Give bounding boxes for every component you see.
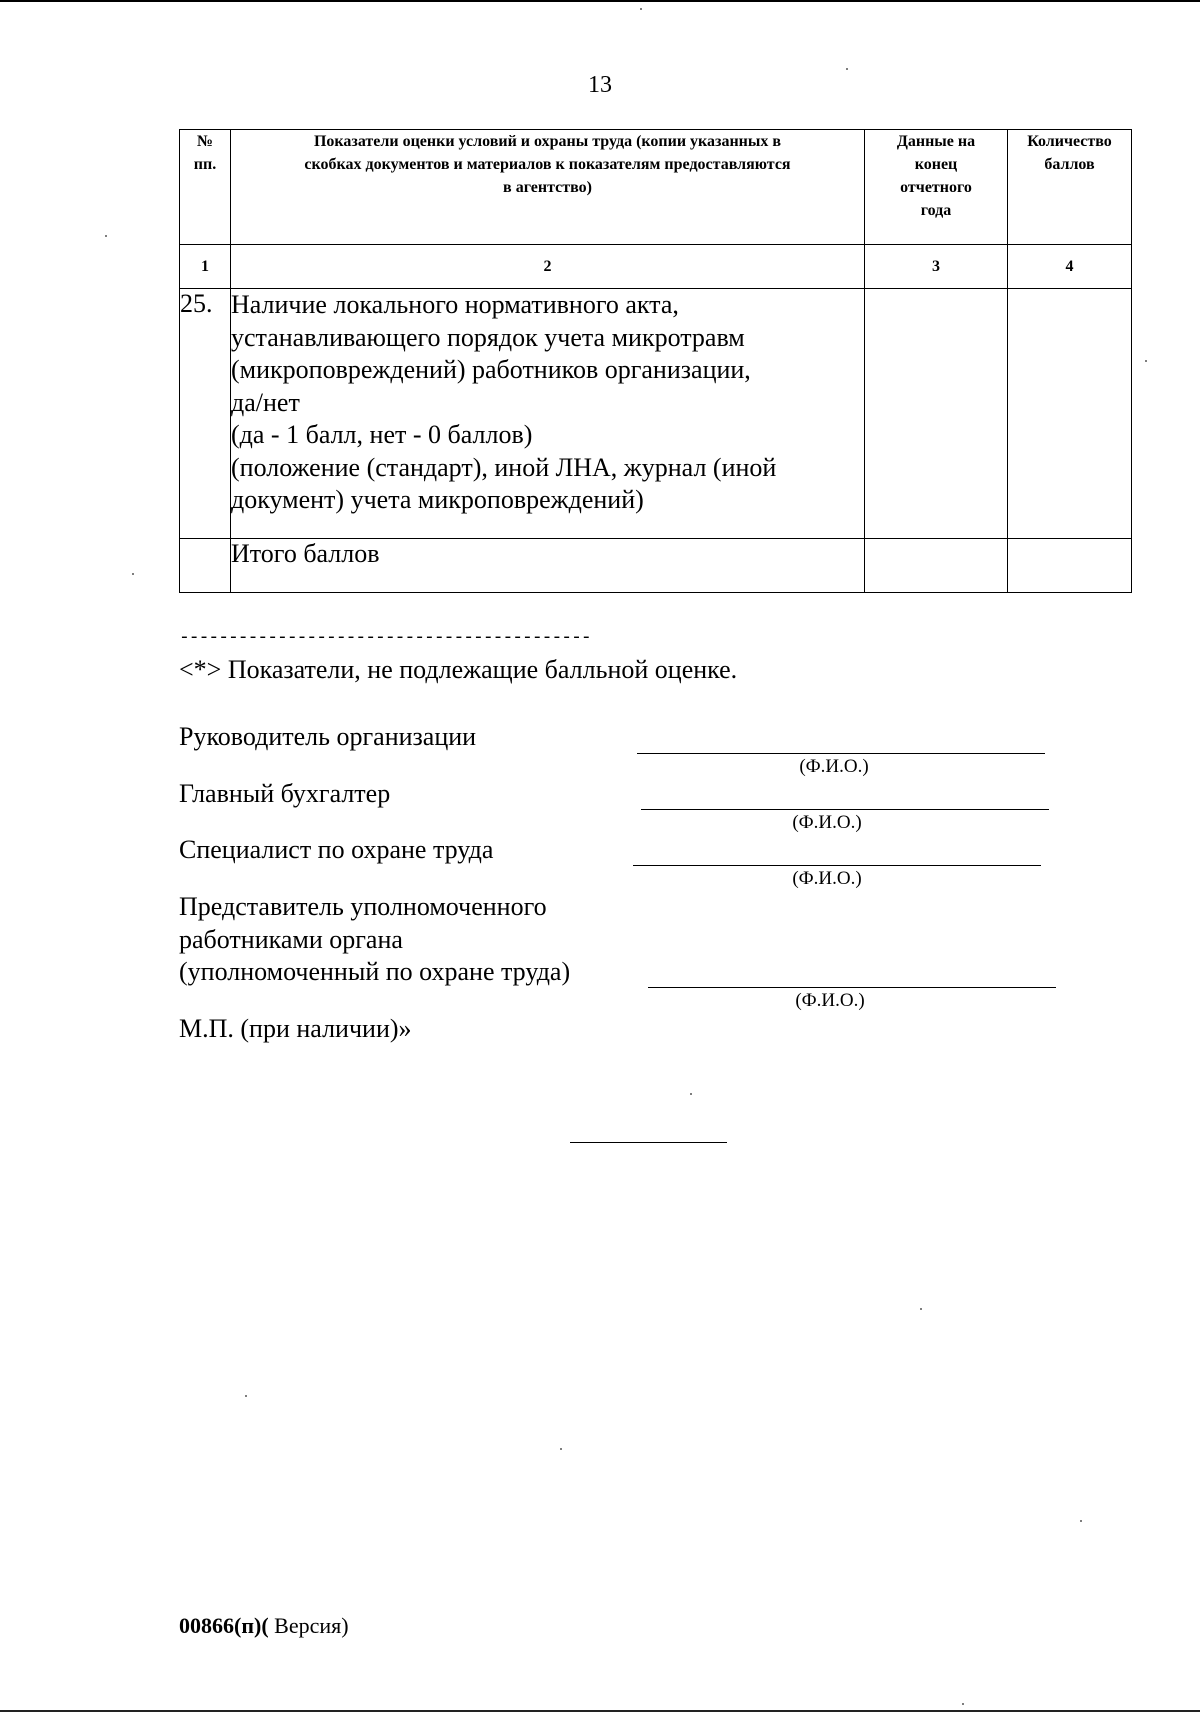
fio-hint: (Ф.И.О.) (799, 756, 869, 777)
total-data-cell (865, 539, 1008, 593)
top-scan-edge (0, 0, 1200, 2)
column-number: 3 (865, 245, 1008, 289)
stamp-note: М.П. (при наличии)» (179, 1014, 412, 1043)
scan-speck (245, 1395, 247, 1397)
fio-hint: (Ф.И.О.) (792, 868, 862, 889)
column-number: 2 (231, 245, 865, 289)
total-score-cell (1008, 539, 1132, 593)
total-empty-cell (180, 539, 231, 593)
header-score-count: Количество баллов (1008, 130, 1132, 245)
signature-line-head (637, 753, 1045, 754)
signature-line-workers-representative (648, 987, 1056, 988)
signature-label-head: Руководитель организации (179, 722, 477, 751)
scan-speck (846, 68, 848, 70)
scan-speck (1145, 360, 1147, 362)
fio-hint: (Ф.И.О.) (795, 990, 865, 1011)
document-code-version: Версия) (268, 1613, 349, 1638)
scan-speck (560, 1448, 562, 1450)
item-score-cell (1008, 289, 1132, 539)
scan-speck (690, 1093, 692, 1095)
header-number: № пп. (180, 130, 231, 245)
scan-speck (962, 1703, 964, 1705)
item-description: Наличие локального нормативного акта, устанавливающего порядок учета микротравм (микроповреждений) работников организации, да/нет (да - 1 балл, нет - 0 баллов) (положение (стандарт), иной ЛНА, журнал (иной документ) учета микроповреждений) (231, 289, 865, 539)
indicators-table (179, 129, 1132, 593)
footnote-separator: ------------------------------------------ (179, 628, 591, 648)
signature-label-chief-accountant: Главный бухгалтер (179, 779, 391, 808)
table-header-row (180, 130, 1132, 245)
item-data-cell (865, 289, 1008, 539)
total-row (180, 539, 1132, 593)
item-number: 25. (180, 289, 231, 539)
page-number: 13 (588, 72, 612, 98)
column-number: 1 (180, 245, 231, 289)
table-row (180, 289, 1132, 539)
signature-line-chief-accountant (641, 809, 1049, 810)
footnote-text: <*> Показатели, не подлежащие балльной оценке. (179, 655, 738, 684)
signature-line-safety-specialist (633, 865, 1041, 866)
scan-speck (105, 235, 107, 237)
header-year-end-data: Данные на конец отчетного года (865, 130, 1008, 245)
fio-hint: (Ф.И.О.) (792, 812, 862, 833)
scan-speck (1080, 1520, 1082, 1522)
end-of-document-rule (570, 1142, 727, 1143)
column-number: 4 (1008, 245, 1132, 289)
document-code (179, 1613, 349, 1639)
scan-speck (920, 1308, 922, 1310)
scan-speck (640, 8, 642, 10)
document-code-number: 00866(п)( (179, 1613, 269, 1638)
scan-speck (132, 573, 134, 575)
bottom-scan-edge (0, 1710, 1200, 1712)
column-number-row (180, 245, 1132, 289)
header-indicators: Показатели оценки условий и охраны труда (копии указанных в скобках документов и материалов к показателям предоставляются в агентство) (231, 130, 865, 245)
total-label: Итого баллов (231, 539, 865, 593)
signature-label-safety-specialist: Специалист по охране труда (179, 835, 494, 864)
signature-label-workers-representative: Представитель уполномоченного работниками органа (уполномоченный по охране труда) (179, 892, 571, 986)
